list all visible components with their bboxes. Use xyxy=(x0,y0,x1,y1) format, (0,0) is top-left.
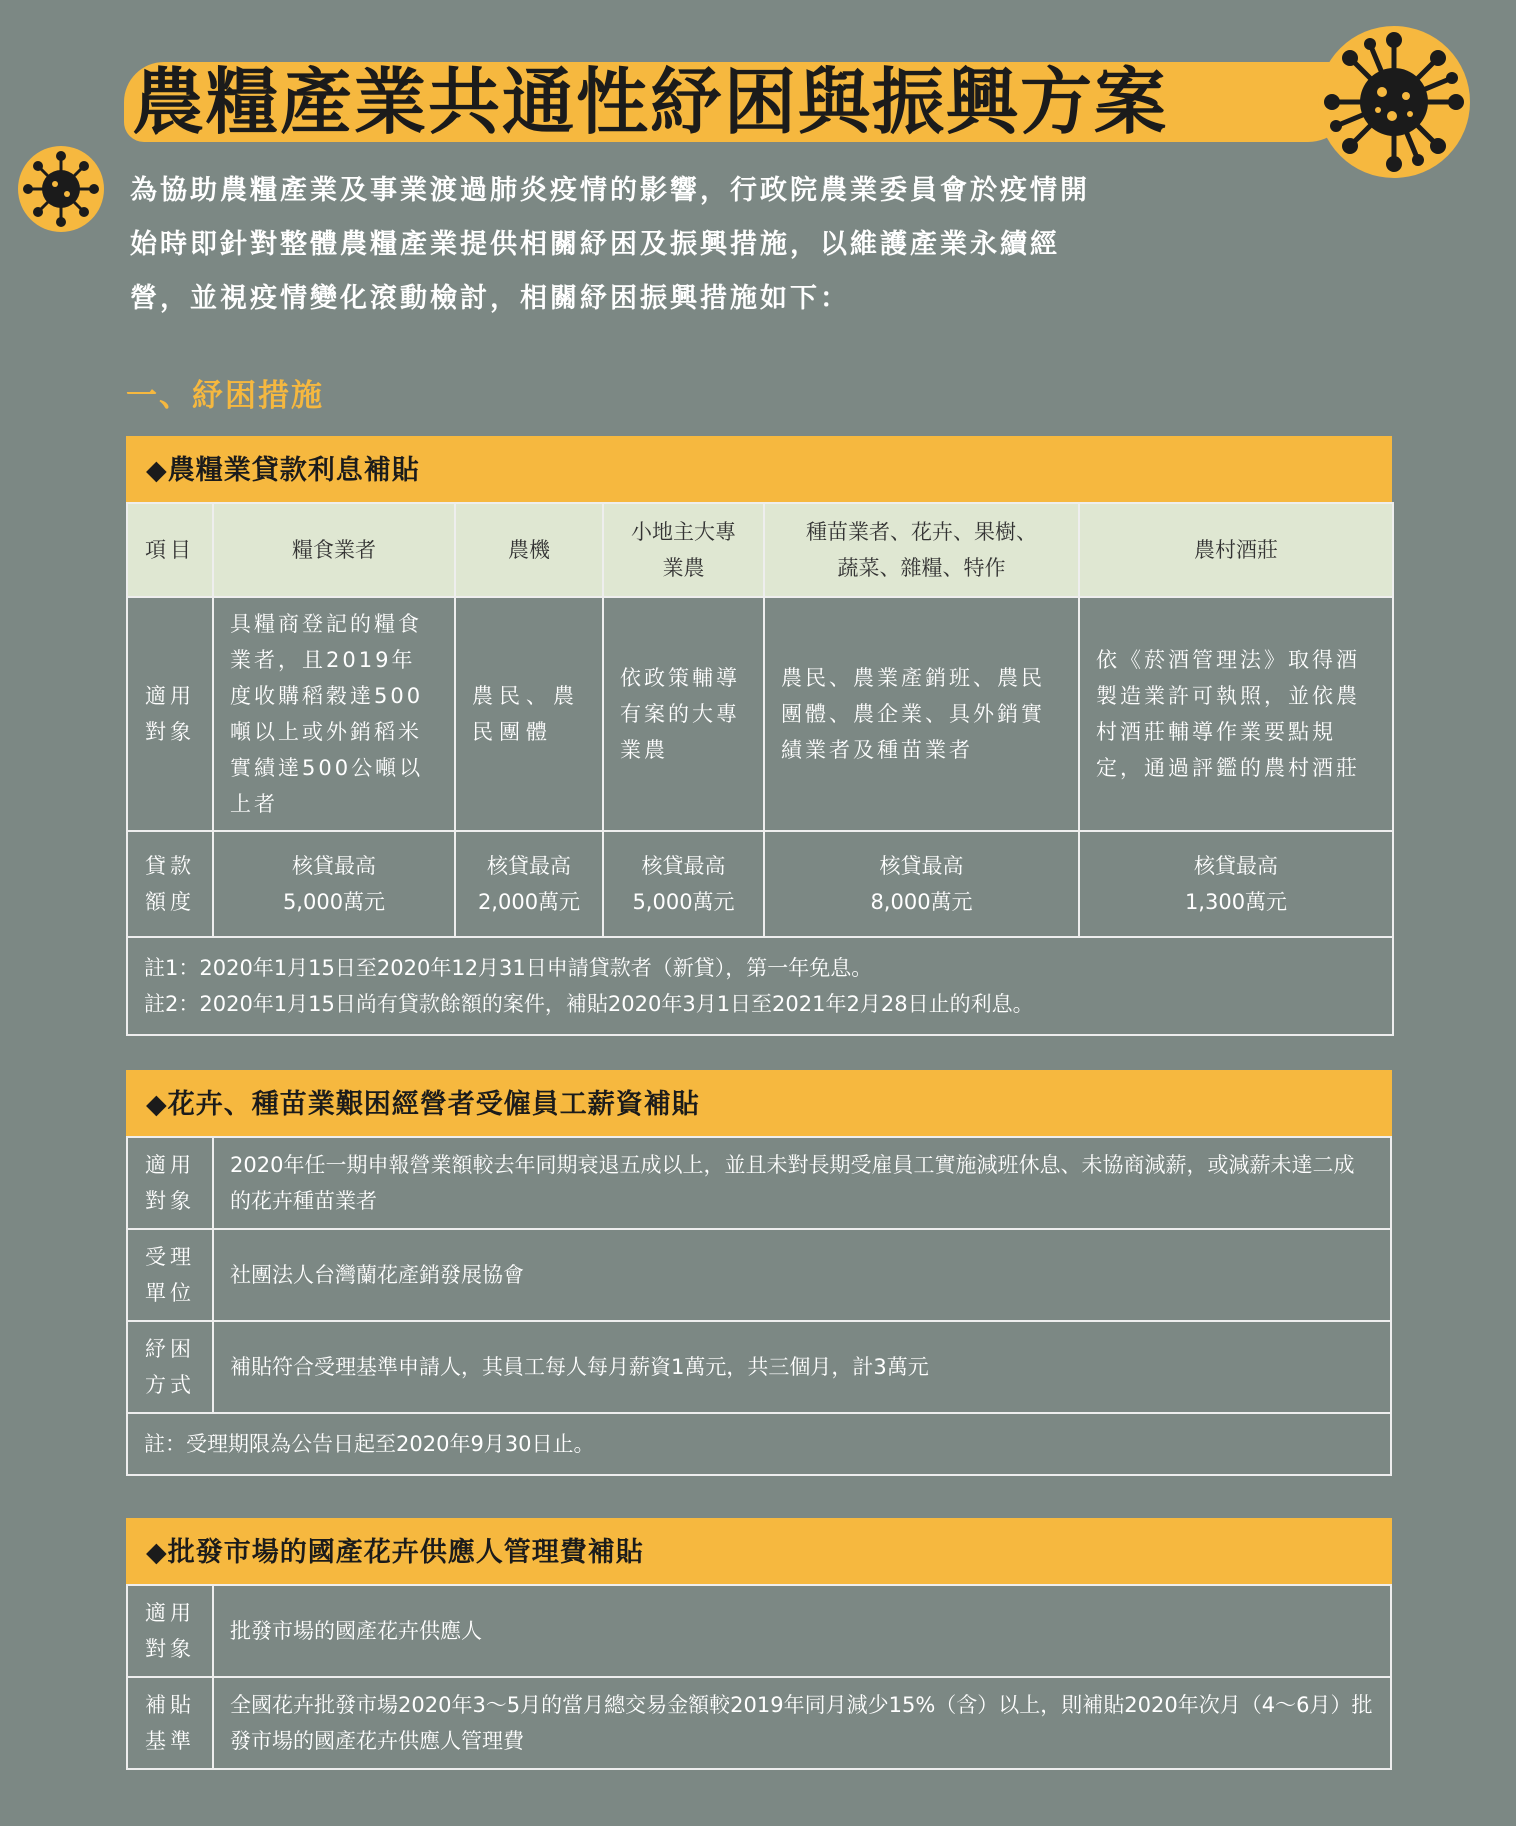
amount-prefix: 核貸最高 xyxy=(879,854,964,878)
table-row xyxy=(127,1321,1391,1413)
table-row xyxy=(127,1413,1391,1475)
table-row xyxy=(127,1229,1391,1321)
virus-icon xyxy=(18,146,104,232)
market-subsidy-title: ◆批發市場的國產花卉供應人管理費補貼 xyxy=(126,1518,1392,1584)
header-cell-young-farmer xyxy=(603,503,764,597)
wage-subsidy-table xyxy=(126,1136,1392,1476)
loan-notes xyxy=(127,937,1393,1035)
table-row xyxy=(127,597,1393,831)
table-row xyxy=(127,831,1393,937)
row-label xyxy=(127,1229,213,1321)
virus-icon xyxy=(1318,26,1470,178)
wage-subsidy-title: ◆花卉、種苗業艱困經營者受僱員工薪資補貼 xyxy=(126,1070,1392,1136)
amount-value: 5,000萬元 xyxy=(632,890,735,914)
header-cell-grain-dealer: 糧食業者 xyxy=(213,503,455,597)
table-row xyxy=(127,1585,1391,1677)
amount-prefix: 核貸最高 xyxy=(292,854,376,878)
row-value: 社團法人台灣蘭花產銷發展協會 xyxy=(213,1229,1391,1321)
label-text: 適用 對象 xyxy=(145,1601,195,1661)
label-text: 紓困 方式 xyxy=(145,1337,195,1397)
target-cell: 依政策輔導有案的大專業農 xyxy=(603,597,764,831)
row-label-target xyxy=(127,597,213,831)
intro-line: 為協助農糧產業及事業渡過肺炎疫情的影響，行政院農業委員會於疫情開 xyxy=(130,175,1090,206)
amount-cell xyxy=(603,831,764,937)
market-subsidy-block xyxy=(126,1518,1392,1770)
label-text: 貸款 額度 xyxy=(145,854,195,914)
target-cell: 依《菸酒管理法》取得酒製造業許可執照，並依農村酒莊輔導作業要點規定，通過評鑑的農村酒莊 xyxy=(1079,597,1393,831)
header-cell-farm-machinery: 農機 xyxy=(455,503,603,597)
label-text: 補貼 基準 xyxy=(145,1693,195,1753)
table-header-row xyxy=(127,503,1393,597)
wage-note: 註：受理期限為公告日起至2020年9月30日止。 xyxy=(127,1413,1391,1475)
row-value: 批發市場的國產花卉供應人 xyxy=(213,1585,1391,1677)
section-heading: 一、紓困措施 xyxy=(126,378,324,414)
header-cell-winery: 農村酒莊 xyxy=(1079,503,1393,597)
amount-prefix: 核貸最高 xyxy=(1194,854,1278,878)
row-label-amount xyxy=(127,831,213,937)
amount-prefix: 核貸最高 xyxy=(641,854,726,878)
loan-subsidy-table xyxy=(126,502,1394,1036)
amount-cell xyxy=(1079,831,1393,937)
note-line: 註1：2020年1月15日至2020年12月31日申請貸款者（新貸），第一年免息。 xyxy=(144,956,873,980)
row-value: 2020年任一期申報營業額較去年同期衰退五成以上，並且未對長期受雇員工實施減班休息、未協商減薪，或減薪未達二成的花卉種苗業者 xyxy=(213,1137,1391,1229)
table-row xyxy=(127,937,1393,1035)
amount-value: 8,000萬元 xyxy=(870,890,973,914)
table-row xyxy=(127,1137,1391,1229)
header-text: 種苗業者、花卉、果樹、 蔬菜、雜糧、特作 xyxy=(806,520,1037,580)
amount-cell xyxy=(455,831,603,937)
header-cell-item: 項目 xyxy=(127,503,213,597)
header-cell-seedling-flower xyxy=(764,503,1079,597)
label-text: 適用 對象 xyxy=(145,1153,195,1213)
row-label xyxy=(127,1321,213,1413)
amount-prefix: 核貸最高 xyxy=(487,854,571,878)
table-row xyxy=(127,1677,1391,1769)
amount-cell xyxy=(213,831,455,937)
loan-subsidy-title: ◆農糧業貸款利息補貼 xyxy=(126,436,1392,502)
amount-value: 5,000萬元 xyxy=(282,890,386,914)
amount-value: 2,000萬元 xyxy=(477,890,581,914)
target-cell: 農民、農業產銷班、農民團體、農企業、具外銷實績業者及種苗業者 xyxy=(764,597,1079,831)
page-title: 農糧產業共通性紓困與振興方案 xyxy=(132,60,1169,144)
amount-cell xyxy=(764,831,1079,937)
row-label xyxy=(127,1137,213,1229)
row-label xyxy=(127,1585,213,1677)
label-text: 適用 對象 xyxy=(145,684,195,744)
header-text: 小地主大專 業農 xyxy=(631,520,736,580)
market-subsidy-table xyxy=(126,1584,1392,1770)
row-value: 補貼符合受理基準申請人，其員工每人每月薪資1萬元，共三個月，計3萬元 xyxy=(213,1321,1391,1413)
intro-line: 營，並視疫情變化滾動檢討，相關紓困振興措施如下： xyxy=(130,283,850,314)
target-cell: 具糧商登記的糧食業者，且2019年度收購稻穀達500噸以上或外銷稻米實績達500公噸以上者 xyxy=(213,597,455,831)
title-banner xyxy=(124,58,1352,146)
label-text: 受理 單位 xyxy=(145,1245,195,1305)
intro-paragraph xyxy=(130,164,1220,326)
loan-subsidy-block xyxy=(126,436,1392,1036)
row-label xyxy=(127,1677,213,1769)
note-line: 註2：2020年1月15日尚有貸款餘額的案件，補貼2020年3月1日至2021年2月28日止的利息。 xyxy=(144,992,1034,1016)
target-cell: 農民、農民團體 xyxy=(455,597,603,831)
wage-subsidy-block xyxy=(126,1070,1392,1476)
amount-value: 1,300萬元 xyxy=(1184,890,1288,914)
row-value: 全國花卉批發市場2020年3～5月的當月總交易金額較2019年同月減少15%（含）以上，則補貼2020年次月（4～6月）批發市場的國產花卉供應人管理費 xyxy=(213,1677,1391,1769)
intro-line: 始時即針對整體農糧產業提供相關紓困及振興措施，以維護產業永續經 xyxy=(130,229,1060,260)
